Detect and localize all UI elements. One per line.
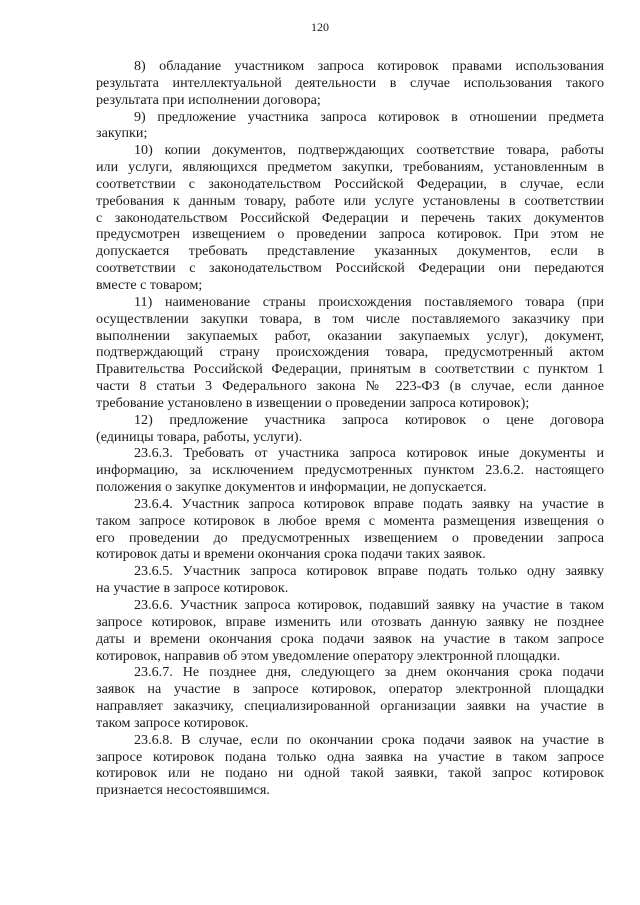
paragraph-line: таком запросе котировок. [96, 714, 249, 731]
paragraph-line: соответствии с законодательством Российской Федерации, в случае, если [96, 175, 604, 192]
paragraph-line: выполнении закупаемых работ, оказании закупаемых услуг), документ, [96, 327, 604, 344]
paragraph-clause-23-6-5 [96, 563, 604, 597]
paragraph-line: заявок на участие в запросе котировок, оператор электронной площадки [96, 681, 604, 698]
paragraph-line: 12) предложение участника запроса котировок о цене договора [134, 411, 604, 428]
paragraph-line: котировок, направив об этом уведомление оператору электронной площадки. [96, 647, 561, 664]
paragraph-clause-23-6-4 [96, 496, 604, 563]
paragraph-clause-23-6-8 [96, 732, 604, 799]
paragraph-line: вместе с товаром; [96, 276, 203, 293]
paragraph-line: информацию, за исключением предусмотренных пунктом 23.6.2. настоящего [96, 462, 604, 479]
paragraph-line: котировок или не подано ни одной такой заявки, такой запрос котировок [96, 765, 604, 782]
paragraph-line: на участие в запросе котировок. [96, 580, 289, 597]
paragraph-line: признается несостоявшимся. [96, 782, 270, 799]
paragraph-line: 8) обладание участником запроса котировок правами использования [134, 58, 604, 74]
paragraph-line: 10) копии документов, подтверждающих соответствие товара, работы [134, 142, 604, 159]
paragraph-item-8 [96, 58, 604, 109]
paragraph-line: результата интеллектуальной деятельности в случае использования такого [96, 74, 604, 91]
paragraph-line: запросе котировок подана только одна заявка на участие в таком запросе [96, 748, 604, 765]
paragraph-line: его проведении до предусмотренных извещением о проведении запроса [96, 529, 604, 546]
paragraph-clause-23-6-6 [96, 597, 604, 664]
paragraph-line: 23.6.5. Участник запроса котировок вправе подать только одну заявку [134, 563, 604, 580]
paragraph-line: 23.6.4. Участник запроса котировок вправе подать заявку на участие в [134, 495, 604, 512]
paragraph-line: 11) наименование страны происхождения поставляемого товара (при [134, 293, 604, 310]
paragraph-line: положения о закупке документов и информации, не допускается. [96, 479, 487, 496]
paragraph-line: котировок даты и времени окончания срока подачи таких заявок. [96, 546, 486, 563]
paragraph-line: 23.6.7. Не позднее дня, следующего за днем окончания срока подачи [134, 664, 604, 681]
paragraph-line: требование установлено в извещении о проведении запроса котировок); [96, 394, 530, 411]
paragraph-line: или услуги, являющихся предметом закупки, требованиям, установленным в [96, 159, 604, 176]
paragraph-line: результата при исполнении договора; [96, 91, 321, 108]
paragraph-line: подтверждающий страну происхождения товара, предусмотренный актом [96, 344, 604, 361]
paragraph-clause-23-6-7 [96, 664, 604, 731]
paragraph-line: закупки; [96, 125, 148, 142]
paragraph-item-10 [96, 142, 604, 294]
document-body [96, 58, 604, 799]
paragraph-line: с законодательством Российской Федерации и перечень таких документов [96, 209, 604, 226]
paragraph-line: направляет заказчику, специализированной организации заявки на участие в [96, 698, 604, 715]
paragraph-line: требования к данным товару, работе или услуге установлены в соответствии [96, 192, 604, 209]
page-number: 120 [311, 20, 329, 34]
paragraph-item-12 [96, 412, 604, 446]
paragraph-clause-23-6-3 [96, 445, 604, 496]
paragraph-line: 23.6.8. В случае, если по окончании срока подачи заявок на участие в [134, 731, 604, 748]
paragraph-line: 23.6.6. Участник запроса котировок, подавший заявку на участие в таком [134, 597, 604, 613]
paragraph-line: запросе котировок, вправе изменить или отозвать данную заявку не позднее [96, 613, 604, 630]
paragraph-line: предусмотрен извещением о проведении запроса котировок. При этом не [96, 226, 604, 243]
paragraph-line: (единицы товара, работы, услуги). [96, 428, 303, 445]
paragraph-line: части 8 статьи 3 Федерального закона № 223-ФЗ (в случае, если данное [96, 378, 604, 395]
paragraph-line: соответствии с законодательством Российской Федерации они передаются [96, 260, 604, 277]
paragraph-line: осуществлении закупки товара, в том числе поставляемого заказчику при [96, 310, 604, 327]
paragraph-item-9 [96, 109, 604, 143]
paragraph-line: таком запросе котировок в любое время с момента размещения извещения о [96, 512, 604, 529]
paragraph-line: допускается требовать представление указанных документов, если в [96, 243, 604, 260]
paragraph-line: Правительства Российской Федерации, принятым в соответствии с пунктом 1 [96, 361, 604, 378]
paragraph-line: даты и времени окончания срока подачи заявок на участие в таком запросе [96, 630, 604, 647]
paragraph-line: 23.6.3. Требовать от участника запроса котировок иные документы и [134, 445, 604, 462]
paragraph-line: 9) предложение участника запроса котировок в отношении предмета [134, 108, 604, 125]
paragraph-item-11 [96, 294, 604, 412]
